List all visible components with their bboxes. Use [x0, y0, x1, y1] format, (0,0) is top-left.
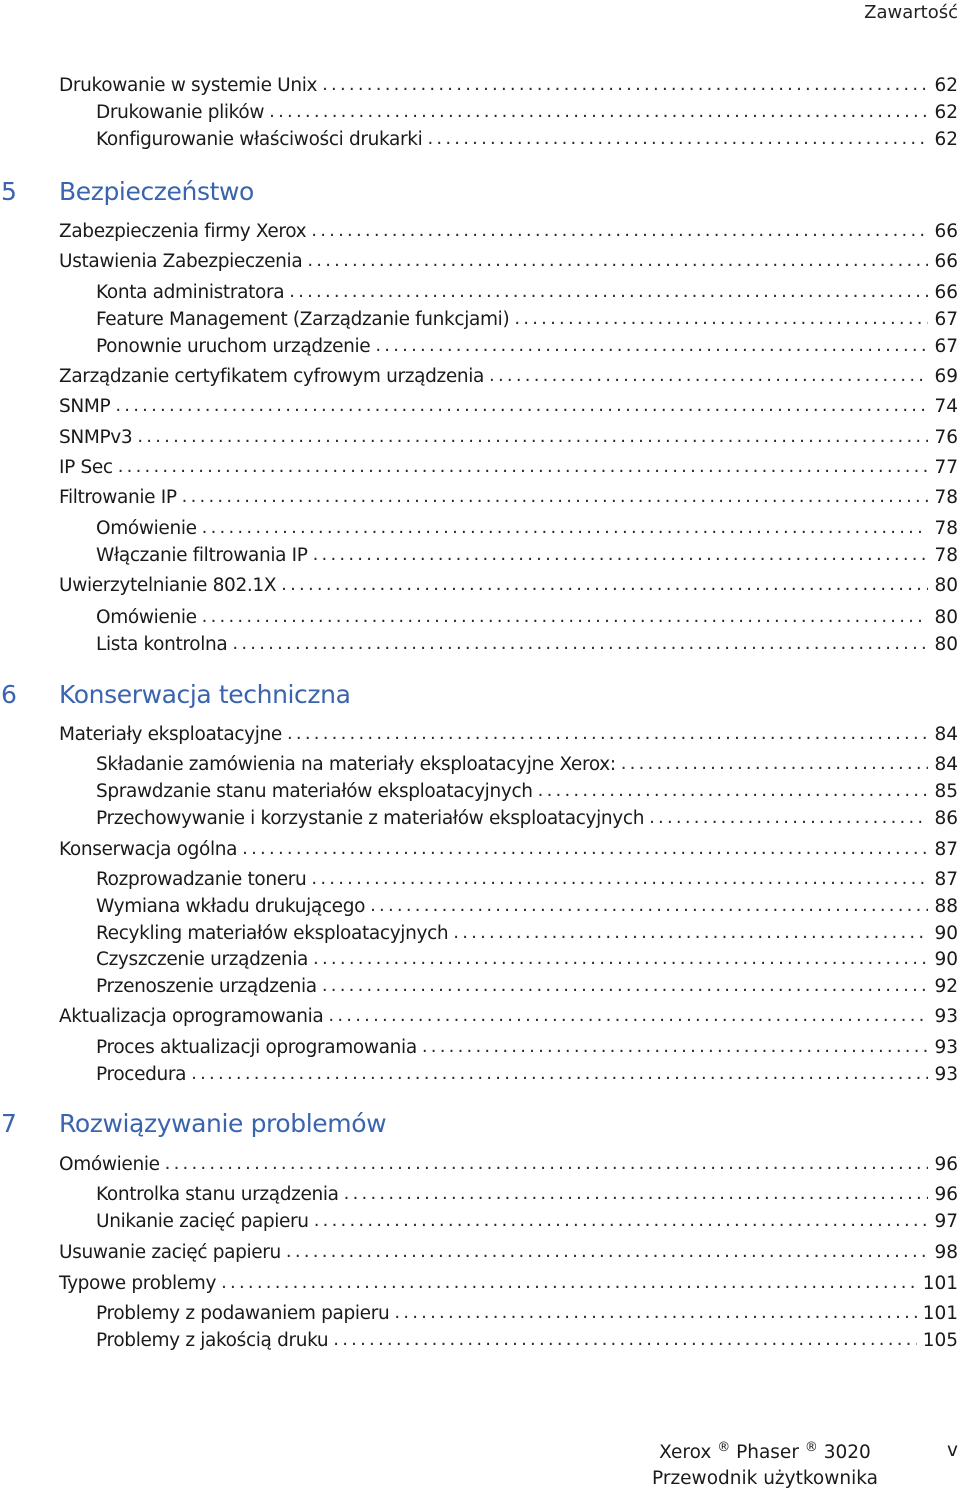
toc-entry-label: Feature Management (Zarządzanie funkcjami)	[96, 309, 510, 330]
toc-entry[interactable]	[0, 971, 958, 999]
dot-leader	[182, 486, 929, 510]
toc-entry-page: 84	[934, 724, 958, 745]
dot-leader	[313, 544, 929, 568]
toc-entry-page: 85	[934, 781, 958, 802]
dot-leader	[489, 365, 928, 389]
toc-entry-label: Składanie zamówienia na materiały eksploatacyjne Xerox:	[96, 754, 616, 775]
toc-entry[interactable]	[0, 749, 958, 777]
chapter-number: 6	[1, 680, 17, 709]
toc-entry[interactable]	[0, 1325, 958, 1353]
dot-leader	[165, 1153, 929, 1177]
toc-entry-page: 96	[934, 1154, 958, 1175]
dot-leader	[313, 948, 928, 972]
toc-entry[interactable]	[0, 277, 958, 305]
dot-leader	[514, 308, 928, 332]
toc-entry-label: Kontrolka stanu urządzenia	[96, 1184, 339, 1205]
toc-entry-page: 66	[934, 282, 958, 303]
toc-entry-label: Ustawienia Zabezpieczenia	[59, 251, 303, 272]
toc-entry[interactable]	[0, 482, 958, 510]
toc-entry-page: 96	[934, 1184, 958, 1205]
toc-entry-page: 90	[934, 923, 958, 944]
footer-brand: Xerox	[659, 1442, 712, 1464]
toc-entry-page: 62	[934, 102, 958, 123]
dot-leader	[333, 1329, 916, 1353]
toc-entry-label: Ponownie uruchom urządzenie	[96, 336, 371, 357]
toc-entry[interactable]	[0, 331, 958, 359]
toc-entry-label: Typowe problemy	[59, 1273, 217, 1294]
toc-entry-label: Unikanie zacięć papieru	[96, 1211, 309, 1232]
footer-product	[640, 1440, 890, 1463]
toc-entry-page: 67	[934, 309, 958, 330]
dot-leader	[427, 128, 928, 152]
toc-entry-page: 98	[934, 1242, 958, 1263]
toc-entry-page: 93	[934, 1037, 958, 1058]
toc-entry[interactable]	[0, 891, 958, 919]
registered-mark: ®	[717, 1440, 731, 1455]
toc-entry[interactable]	[0, 452, 958, 480]
toc-entry-page: 97	[934, 1211, 958, 1232]
dot-leader	[202, 606, 929, 630]
toc-entry-page: 90	[934, 949, 958, 970]
toc-entry-page: 66	[934, 221, 958, 242]
dot-leader	[314, 1210, 929, 1234]
toc-entry[interactable]	[0, 124, 958, 152]
toc-entry-page: 93	[934, 1006, 958, 1027]
toc-entry-label: Zarządzanie certyfikatem cyfrowym urządzenia	[59, 366, 485, 387]
dot-leader	[307, 250, 928, 274]
chapter-title: Rozwiązywanie problemów	[59, 1109, 387, 1138]
toc-entry-label: Omówienie	[96, 518, 197, 539]
toc-entry[interactable]	[0, 1059, 958, 1087]
dot-leader	[269, 101, 928, 125]
dot-leader	[394, 1302, 916, 1326]
dot-leader	[311, 220, 928, 244]
toc-entry-page: 105	[922, 1330, 958, 1351]
toc-entry-label: Włączanie filtrowania IP	[96, 545, 308, 566]
toc-entry-label: Uwierzytelnianie 802.1X	[59, 575, 277, 596]
toc-entry-page: 78	[934, 545, 958, 566]
toc-entry[interactable]	[0, 776, 958, 804]
chapter-heading	[0, 673, 351, 709]
chapter-number: 7	[1, 1109, 17, 1138]
toc-entry-label: Wymiana wkładu drukującego	[96, 896, 366, 917]
toc-entry-page: 78	[934, 518, 958, 539]
toc-entry-label: Drukowanie w systemie Unix	[59, 75, 318, 96]
toc-entry-label: Procedura	[96, 1064, 187, 1085]
dot-leader	[322, 74, 928, 98]
dot-leader	[289, 281, 928, 305]
toc-entry-label: Omówienie	[96, 607, 197, 628]
chapter-number: 5	[1, 177, 17, 206]
toc-entry-label: Konta administratora	[96, 282, 285, 303]
toc-entry[interactable]	[0, 1298, 958, 1326]
toc-entry-label: SNMP	[59, 396, 111, 417]
toc-entry[interactable]	[0, 803, 958, 831]
toc-entry-label: Zabezpieczenia firmy Xerox	[59, 221, 307, 242]
toc-entry-label: Omówienie	[59, 1154, 160, 1175]
dot-leader	[221, 1272, 917, 1296]
dot-leader	[453, 922, 928, 946]
toc-entry-page: 101	[922, 1303, 958, 1324]
toc-entry[interactable]	[0, 570, 958, 598]
toc-entry[interactable]	[0, 864, 958, 892]
footer-guide-title: Przewodnik użytkownika	[652, 1468, 878, 1489]
toc-entry[interactable]	[0, 70, 958, 98]
toc-entry[interactable]	[0, 1032, 958, 1060]
toc-entry[interactable]	[0, 1268, 958, 1296]
toc-entry-label: Czyszczenie urządzenia	[96, 949, 309, 970]
chapter-title: Bezpieczeństwo	[59, 177, 254, 206]
dot-leader	[328, 1005, 928, 1029]
toc-entry-page: 80	[934, 607, 958, 628]
footer-model: 3020	[823, 1442, 871, 1464]
dot-leader	[322, 975, 929, 999]
dot-leader	[232, 633, 928, 657]
toc-entry-label: Recykling materiałów eksploatacyjnych	[96, 923, 449, 944]
dot-leader	[422, 1036, 929, 1060]
toc-entry-label: Przechowywanie i korzystanie z materiałów eksploatacyjnych	[96, 808, 645, 829]
toc-entry-label: Przenoszenie urządzenia	[96, 976, 317, 997]
dot-leader	[311, 868, 928, 892]
toc-entry-page: 76	[934, 427, 958, 448]
toc-entry-page: 67	[934, 336, 958, 357]
dot-leader	[281, 574, 928, 598]
dot-leader	[344, 1183, 929, 1207]
toc-entry-label: Proces aktualizacji oprogramowania	[96, 1037, 417, 1058]
toc-entry-page: 66	[934, 251, 958, 272]
dot-leader	[242, 838, 928, 862]
toc-entry-page: 80	[934, 575, 958, 596]
dot-leader	[375, 335, 928, 359]
registered-mark: ®	[804, 1440, 818, 1455]
toc-entry-page: 87	[934, 839, 958, 860]
toc-entry-page: 69	[934, 366, 958, 387]
toc-entry-page: 74	[934, 396, 958, 417]
toc-entry-page: 88	[934, 896, 958, 917]
toc-entry[interactable]	[0, 422, 958, 450]
dot-leader	[370, 895, 928, 919]
dot-leader	[191, 1063, 928, 1087]
toc-entry-page: 87	[934, 869, 958, 890]
dot-leader	[649, 807, 928, 831]
toc-entry-label: SNMPv3	[59, 427, 133, 448]
toc-entry-label: Usuwanie zacięć papieru	[59, 1242, 281, 1263]
toc-entry-label: Problemy z podawaniem papieru	[96, 1303, 390, 1324]
toc-entry-label: Lista kontrolna	[96, 634, 228, 655]
toc-entry[interactable]	[0, 513, 958, 541]
footer-product-name: Phaser	[736, 1442, 799, 1464]
toc-entry[interactable]	[0, 216, 958, 244]
toc-entry[interactable]	[0, 944, 958, 972]
toc-entry[interactable]	[0, 834, 958, 862]
toc-entry-label: Problemy z jakością druku	[96, 1330, 329, 1351]
dot-leader	[115, 395, 928, 419]
chapter-title: Konserwacja techniczna	[59, 680, 351, 709]
toc-entry[interactable]	[0, 602, 958, 630]
toc-entry-label: Aktualizacja oprogramowania	[59, 1006, 324, 1027]
toc-entry-label: Drukowanie plików	[96, 102, 265, 123]
toc-entry-page: 78	[934, 487, 958, 508]
toc-entry[interactable]	[0, 1149, 958, 1177]
toc-entry[interactable]	[0, 361, 958, 389]
toc-entry-page: 86	[934, 808, 958, 829]
toc-entry-page: 62	[934, 75, 958, 96]
toc-entry[interactable]	[0, 629, 958, 657]
toc-entry-page: 93	[934, 1064, 958, 1085]
dot-leader	[621, 753, 929, 777]
dot-leader	[538, 780, 929, 804]
toc-entry-label: IP Sec	[59, 457, 113, 478]
dot-leader	[137, 426, 928, 450]
footer-page-number: v	[947, 1440, 958, 1461]
toc-entry[interactable]	[0, 540, 958, 568]
running-header: Zawartość	[864, 2, 958, 23]
toc-entry[interactable]	[0, 918, 958, 946]
toc-entry[interactable]	[0, 1237, 958, 1265]
toc-entry[interactable]	[0, 1001, 958, 1029]
toc-entry[interactable]	[0, 1179, 958, 1207]
toc-entry-page: 62	[934, 129, 958, 150]
toc-entry[interactable]	[0, 719, 958, 747]
toc-entry-page: 92	[934, 976, 958, 997]
toc-entry[interactable]	[0, 391, 958, 419]
toc-entry-page: 84	[934, 754, 958, 775]
toc-entry[interactable]	[0, 246, 958, 274]
dot-leader	[202, 517, 929, 541]
toc-entry-page: 77	[934, 457, 958, 478]
toc-entry-label: Konfigurowanie właściwości drukarki	[96, 129, 423, 150]
chapter-heading	[0, 1102, 386, 1138]
dot-leader	[118, 456, 929, 480]
toc-entry-label: Rozprowadzanie toneru	[96, 869, 307, 890]
dot-leader	[287, 723, 929, 747]
toc-entry-label: Materiały eksploatacyjne	[59, 724, 282, 745]
toc-entry-page: 80	[934, 634, 958, 655]
toc-entry-label: Sprawdzanie stanu materiałów eksploatacyjnych	[96, 781, 533, 802]
toc-entry-page: 101	[922, 1273, 958, 1294]
toc-entry-label: Filtrowanie IP	[59, 487, 177, 508]
toc-entry[interactable]	[0, 304, 958, 332]
toc-entry[interactable]	[0, 1206, 958, 1234]
toc-entry[interactable]	[0, 97, 958, 125]
dot-leader	[286, 1241, 929, 1265]
toc-entry-label: Konserwacja ogólna	[59, 839, 238, 860]
chapter-heading	[0, 170, 254, 206]
